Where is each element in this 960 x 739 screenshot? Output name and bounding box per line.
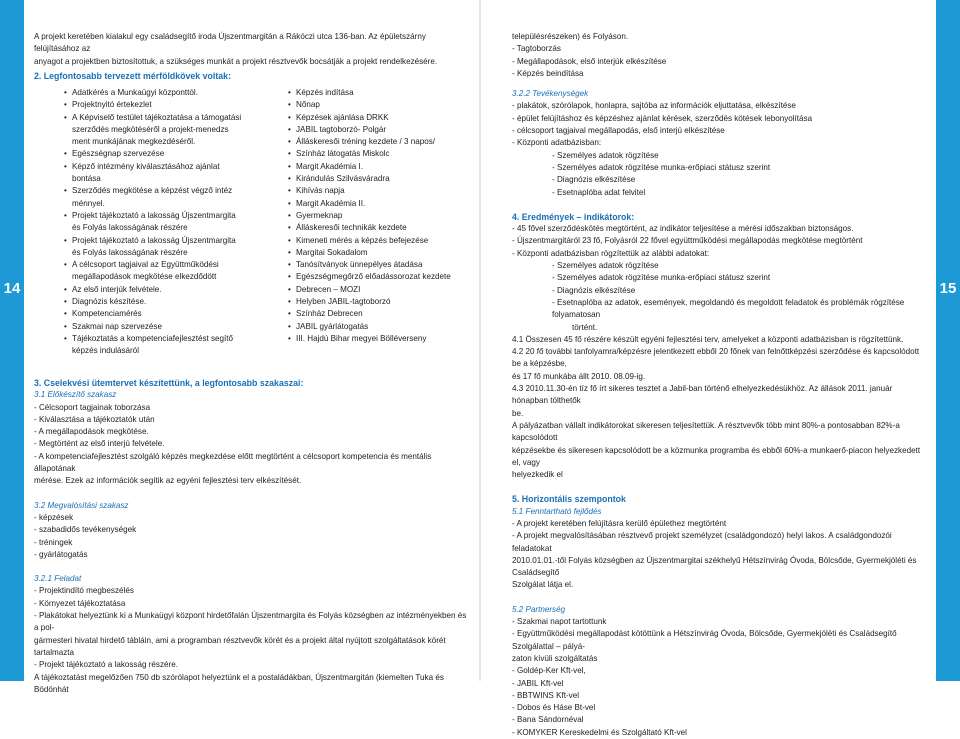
right-column: [512, 31, 926, 739]
milestone-item: bontása: [72, 174, 101, 184]
text-line: - Goldép-Ker Kft-vel,: [512, 666, 586, 676]
left-page-number: 14: [3, 280, 21, 297]
intro-line: anyagot a projektben biztosítottuk, a szükséges munkát a projekt résztvevők bocsátják a projekt rendelkezésére.: [34, 56, 438, 66]
text-line: - JABIL Kft-vel: [512, 678, 564, 688]
text-line: - Személyes adatok rögzítése: [552, 261, 659, 271]
text-line: Szolgálat látja el.: [512, 580, 574, 590]
text-line: történt.: [572, 322, 598, 332]
section-5-heading: 5. Horizontális szempontok: [512, 494, 626, 505]
text-line: - A kompetenciafejlesztést szolgáló képzés megkezdése előtt megtörtént a célcsoport kompetencia és mentális állapotának: [34, 451, 432, 474]
text-line: helyezkedik el: [512, 470, 563, 480]
milestone-item: • Egészségmegőrző előadássorozat kezdete: [288, 271, 468, 283]
milestone-item: • Képző intézmény kiválasztásához ajánlat: [64, 161, 269, 173]
section-3-heading: 3. Cselekvési ütemtervet készítettünk, a legfontosabb szakaszai:: [34, 378, 304, 388]
section-5-2-body: [512, 616, 926, 739]
text-line: - A projekt megvalósításában résztvevő projekt személyzet (családgondozó) helyi lakos. A családgondozói feladatokat: [512, 531, 892, 553]
milestone-item: • Gyermeknap: [288, 210, 468, 222]
text-line: - Személyes adatok rögzítése: [552, 150, 659, 160]
section-3-1-body: [34, 402, 470, 488]
text-line: - Képzés beindítása: [512, 68, 584, 78]
milestone-item: megállapodások megkötése elkezdődött: [72, 272, 217, 282]
text-line: - Megállapodások, első interjúk elkészítése: [512, 56, 667, 66]
section-3-1-heading: 3.1 Előkészítő szakasz: [34, 390, 117, 400]
text-line: 4.1 Összesen 45 fő részére készült egyéni fejlesztési terv, amelyeket a központi adatbázisban is rögzítettünk.: [512, 334, 904, 344]
section-3-2-1-heading: 3.2.1 Feladat: [34, 574, 82, 584]
milestone-item: • Álláskeresői tréning kezdete / 3 napos/: [288, 136, 468, 148]
text-line: - képzések: [34, 512, 74, 522]
milestone-item: • Tanósítványok ünnepélyes átadása: [288, 259, 468, 271]
milestone-item: • Projektnyitó értekezlet: [64, 99, 269, 111]
section-5-1-body: [512, 518, 926, 592]
text-line: - épület felújításhoz és képzéshez ajánlat kérések, szerződés kötések lebonyolítása: [512, 113, 813, 123]
text-line: - Megtörtént az első interjú felvétele.: [34, 439, 165, 449]
text-line: be.: [512, 408, 524, 418]
milestone-item: • Nőnap: [288, 99, 468, 111]
text-line: - Újszentmargitáról 23 fő, Folyásról 22 fővel együttműködési megállapodás megkötése megtörtént: [512, 236, 863, 246]
milestone-item: • Kimeneti mérés a képzés befejezése: [288, 235, 468, 247]
text-line: 2010.01.01.-től Folyás községben az Újszentmargitai székhelyű Hétszínvirág Óvoda, Bölcsőde, Gyermekjóléti és Családsegítő: [512, 555, 917, 578]
section-3-2-2-body: [512, 100, 926, 198]
text-line: - plakátok, szórólapok, honlapra, sajtóba az információk eljuttatása, elkészítése: [512, 101, 796, 111]
text-line: - Központi adatbázisban:: [512, 138, 602, 148]
left-page-bar: [0, 0, 24, 681]
right-page-number: 15: [939, 280, 957, 297]
milestone-item: • Színház látogatás Miskolc: [288, 148, 468, 160]
section-4-heading: 4. Eredmények – indikátorok:: [512, 211, 635, 222]
milestones-list-a: [64, 87, 269, 358]
milestone-item: • Képzés indítása: [288, 87, 468, 99]
milestones-column-b: [288, 87, 468, 345]
text-line: - Esetnaplóba adat felvitel: [552, 187, 646, 197]
text-line: - Együttműködési megállapodást kötöttünk a Hétszínvirág Óvoda, Bölcsőde, Gyermekjóléti és Családsegítő Szolgálattal – pályá-: [512, 629, 897, 651]
milestone-item: • Margit Akadémia I.: [288, 161, 468, 173]
milestone-item: • Adatkérés a Munkaügyi központtól.: [64, 87, 269, 99]
milestone-item: • Margitai Sokadalom: [288, 247, 468, 259]
milestones-list-b: [288, 87, 468, 345]
milestone-item: ment munkájának megkezdéséről.: [72, 137, 196, 147]
text-line: - Központi adatbázisban rögzítettük az alábbi adatokat:: [512, 248, 710, 258]
text-line: - A megállapodások megkötése.: [34, 427, 149, 437]
milestone-item: • Szerződés megkötése a képzést végző intéz: [64, 185, 269, 197]
milestone-item: • JABIL gyárlátogatás: [288, 321, 468, 333]
text-line: - Tagtoborzás: [512, 44, 561, 54]
text-line: - Környezet tájékoztatása: [34, 598, 126, 608]
section-5-1-heading: 5.1 Fenntartható fejlődés: [512, 506, 602, 516]
text-line: 4.2 20 fő további tanfolyamra/képzésre jelentkezett ebből 20 főnek van felnőttképzési szerződése és kapcsolódott be a képzésbe,: [512, 347, 920, 369]
text-line: - gyárlátogatás: [34, 549, 88, 559]
text-line: - Projektindító megbeszélés: [34, 586, 134, 596]
milestone-item: • Az első interjúk felvétele.: [64, 284, 269, 296]
text-line: - Diagnózis elkészítése: [552, 285, 636, 295]
milestone-item: • Margit Akadémia II.: [288, 198, 468, 210]
intro-paragraph: [34, 31, 466, 68]
text-line: képzésekbe és sikeresen kapcsolódott be a közmunka programba és ebből 60%-a munkaerő-piacon helyezkedett el, vagy: [512, 445, 921, 467]
milestone-item: • Kompetenciamérés: [64, 308, 269, 320]
text-line: - Személyes adatok rögzítése munka-erőpiaci státusz szerint: [552, 273, 771, 283]
text-line: - Projekt tájékoztató a lakosság részére.: [34, 660, 178, 670]
text-line: - BBTWINS Kft-vel: [512, 690, 580, 700]
right-page-bar: [936, 0, 960, 681]
intro-line: A projekt keretében kialakul egy családsegítő iroda Újszentmargitán a Rákóczi utca 136-ban. Az épületszárny felújításához az: [34, 32, 426, 54]
page-gutter: [479, 0, 481, 681]
section-3: [34, 377, 470, 696]
milestones-column-a: [64, 87, 269, 358]
milestone-item: • Szakmai nap szervezése: [64, 321, 269, 333]
text-line: - tréningek: [34, 537, 73, 547]
milestone-item: ménnyel.: [72, 198, 105, 208]
text-line: - Dobos és Háse Bt-vel: [512, 703, 596, 713]
section-3-2-2-heading: 3.2.2 Tevékenységek: [512, 89, 589, 99]
text-line: mérése. Ezek az információk segítik az egyéni fejlesztési terv elkészítését.: [34, 476, 302, 486]
milestone-item: • A Képviselő testület tájékoztatása a támogatási: [64, 112, 269, 124]
text-line: - Plakátokat helyeztünk ki a Munkaügyi központ hirdetőfalán Újszentmargita és Folyás községben az intézményekben és a pol-: [34, 611, 467, 633]
text-line: településrészeken) és Folyáson.: [512, 32, 629, 41]
text-line: gármesteri hivatal hirdető tábláin, ami a programban résztvevők körét és a projekt által nyújtott szolgáltatások körét tartalmazta: [34, 635, 446, 657]
milestone-item: • Helyben JABIL-tagtoborzó: [288, 296, 468, 308]
text-line: - 45 fővel szerződéskötés megtörtént, az indikátor teljesítése a mérési időszakban biztonságos.: [512, 224, 854, 234]
text-line: - Személyes adatok rögzítése munka-erőpiaci státusz szerint: [552, 162, 771, 172]
section-2-heading: 2. Legfontosabb tervezett mérföldkövek voltak:: [34, 71, 231, 81]
text-line: és 17 fő munkába állt 2010. 08.09-ig.: [512, 371, 646, 381]
milestone-item: • Kihívás napja: [288, 185, 468, 197]
milestone-item: • Képzések ajánlása DRKK: [288, 112, 468, 124]
section-5-2-heading: 5.2 Partnerség: [512, 604, 566, 614]
text-line: - Kiválasztása a tájékoztatók után: [34, 414, 155, 424]
text-line: - Diagnózis elkészítése: [552, 175, 636, 185]
text-line: - KOMYKER Kereskedelmi és Szolgáltató Kft-vel: [512, 727, 687, 737]
text-line: A pályázatban vállalt indikátorokat sikeresen teljesítettük. A résztvevők több mint 80%-a pontosabban 82%-a kapcsolódott: [512, 420, 900, 443]
text-line: A tájékoztatást megelőzően 750 db szórólapot helyeztünk el a postaládákban, Újszentmargitán (kiemelten Tuka és Bödönhát: [34, 672, 444, 694]
milestone-item: • Tájékoztatás a kompetenciafejlesztést segítő: [64, 333, 269, 345]
section-4-body: [512, 223, 926, 481]
milestone-item: • Kirándulás Szilvásváradra: [288, 173, 468, 185]
section-3-2-heading: 3.2 Megvalósítási szakasz: [34, 500, 129, 510]
section-3-2-body: [34, 512, 470, 561]
text-line: - szabadidős tevékenységek: [34, 525, 137, 535]
milestone-item: képzés indulásáról: [72, 346, 140, 356]
milestone-item: • JABIL tagtoborzó- Polgár: [288, 124, 468, 136]
continued-list: [512, 31, 926, 80]
text-line: - Esetnaplóba az adatok, események, megoldandó és megoldott feladatok és problémák rögzítése folyamatosan: [552, 297, 905, 320]
milestone-item: • Projekt tájékoztató a lakosság Újszentmargita: [64, 235, 269, 247]
text-line: - Szakmai napot tartottunk: [512, 617, 607, 627]
milestone-item: • Debrecen – MOZI: [288, 284, 468, 296]
milestone-item: • Diagnózis készítése.: [64, 296, 269, 308]
text-line: - Bana Sándornéval: [512, 715, 584, 725]
milestone-item: szerződés megkötéséről a projekt-menedzs: [72, 124, 229, 134]
milestone-item: • Álláskeresői technikák kezdete: [288, 222, 468, 234]
text-line: - Célcsoport tagjainak toborzása: [34, 402, 151, 412]
milestone-item: és Folyás lakosságának részére: [72, 247, 188, 257]
section-3-2-1-body: [34, 585, 470, 696]
text-line: - A projekt keretében felújításra kerülő épülethez megtörtént: [512, 518, 727, 528]
text-line: 4.3 2010.11.30-én tíz fő írt sikeres tesztet a Jabil-ban történő elhelyezkedésükhöz. Az állások 2011. január hónapban tölthetők: [512, 384, 893, 406]
milestone-item: • III. Hajdú Bihar megyei Bölléverseny: [288, 333, 468, 345]
milestone-item: • Projekt tájékoztató a lakosság Újszentmargita: [64, 210, 269, 222]
text-line: zaton kívüli szolgáltatás: [512, 653, 598, 663]
text-line: - célcsoport tagjaival megállapodás, első interjú elkészítése: [512, 126, 725, 136]
milestone-item: • Egészségnap szervezése: [64, 148, 269, 160]
milestone-item: • A célcsoport tagjaival az Együttműködési: [64, 259, 269, 271]
milestone-item: és Folyás lakosságának részére: [72, 223, 188, 233]
milestone-item: • Színház Debrecen: [288, 308, 468, 320]
